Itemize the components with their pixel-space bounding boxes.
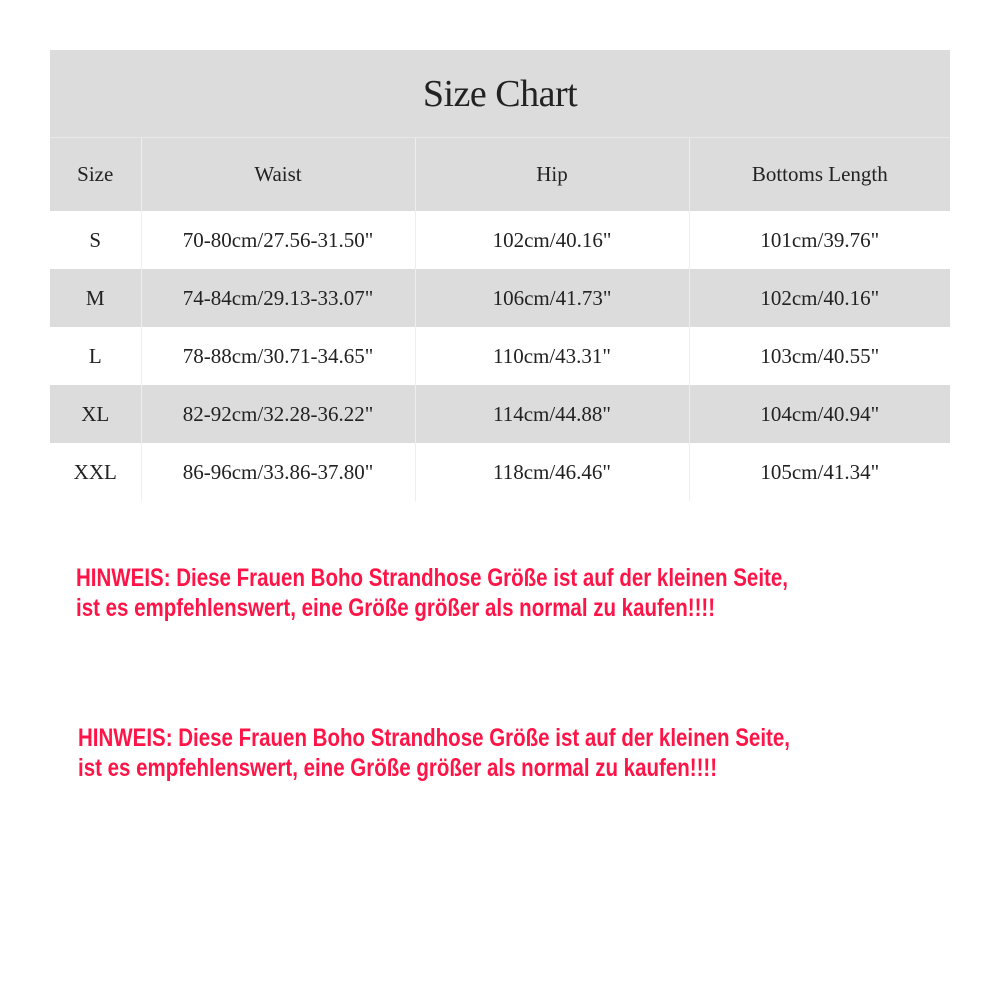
cell-size: XXL bbox=[50, 443, 141, 501]
cell-size: M bbox=[50, 269, 141, 327]
cell-length: 101cm/39.76" bbox=[689, 211, 950, 269]
header-hip: Hip bbox=[415, 138, 689, 212]
cell-size: S bbox=[50, 211, 141, 269]
cell-waist: 78-88cm/30.71-34.65" bbox=[141, 327, 415, 385]
table-row bbox=[50, 385, 950, 443]
notice-line: ist es empfehlenswert, eine Größe größer als normal zu kaufen!!!! bbox=[78, 754, 718, 782]
header-size: Size bbox=[50, 138, 141, 212]
cell-length: 105cm/41.34" bbox=[689, 443, 950, 501]
cell-hip: 118cm/46.46" bbox=[415, 443, 689, 501]
size-notice bbox=[76, 563, 788, 623]
cell-hip: 106cm/41.73" bbox=[415, 269, 689, 327]
size-chart-table bbox=[50, 50, 950, 501]
notice-line: HINWEIS: Diese Frauen Boho Strandhose Größe ist auf der kleinen Seite, bbox=[78, 724, 790, 752]
cell-hip: 102cm/40.16" bbox=[415, 211, 689, 269]
cell-waist: 82-92cm/32.28-36.22" bbox=[141, 385, 415, 443]
header-bottoms-length: Bottoms Length bbox=[689, 138, 950, 212]
table-row bbox=[50, 269, 950, 327]
header-waist: Waist bbox=[141, 138, 415, 212]
cell-hip: 110cm/43.31" bbox=[415, 327, 689, 385]
cell-waist: 86-96cm/33.86-37.80" bbox=[141, 443, 415, 501]
cell-size: L bbox=[50, 327, 141, 385]
size-notice bbox=[78, 723, 790, 783]
cell-length: 103cm/40.55" bbox=[689, 327, 950, 385]
cell-length: 104cm/40.94" bbox=[689, 385, 950, 443]
notice-line: ist es empfehlenswert, eine Größe größer als normal zu kaufen!!!! bbox=[76, 594, 716, 622]
table-row bbox=[50, 211, 950, 269]
table-row bbox=[50, 443, 950, 501]
cell-length: 102cm/40.16" bbox=[689, 269, 950, 327]
cell-hip: 114cm/44.88" bbox=[415, 385, 689, 443]
table-row bbox=[50, 327, 950, 385]
cell-waist: 70-80cm/27.56-31.50" bbox=[141, 211, 415, 269]
title-row bbox=[50, 50, 950, 138]
cell-size: XL bbox=[50, 385, 141, 443]
chart-title: Size Chart bbox=[50, 50, 950, 138]
cell-waist: 74-84cm/29.13-33.07" bbox=[141, 269, 415, 327]
notice-line: HINWEIS: Diese Frauen Boho Strandhose Größe ist auf der kleinen Seite, bbox=[76, 564, 788, 592]
header-row bbox=[50, 138, 950, 212]
